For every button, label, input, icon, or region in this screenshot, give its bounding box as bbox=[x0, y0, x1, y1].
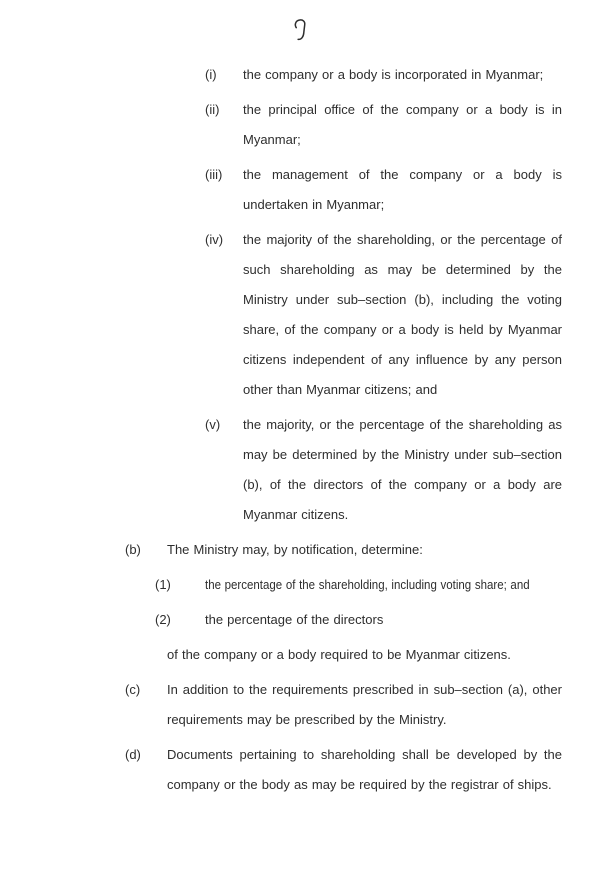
numbered-text bbox=[205, 570, 572, 600]
clause-item-v bbox=[205, 410, 562, 530]
numbered-item-1 bbox=[155, 570, 562, 600]
subsection-label: (b) bbox=[125, 542, 141, 557]
numbered-label: (1) bbox=[155, 577, 171, 592]
numbered-label: (2) bbox=[155, 612, 171, 627]
numbered-text-line: the percentage of the shareholding, including voting share; and bbox=[205, 577, 530, 592]
numbered-item-2 bbox=[155, 605, 562, 635]
clause-label: (v) bbox=[205, 417, 221, 432]
clause-text: the majority of the shareholding, or the percentage of such shareholding as may be determined by the Ministry under sub–section (b), including the voting share, of the company or a body is held by Myanmar citizens independent of any influence by any person other than Myanmar citizens; and bbox=[243, 232, 562, 397]
subsection-text: Documents pertaining to shareholding shall be developed by the company or the body as may be required by the registrar of ships. bbox=[167, 747, 562, 792]
subsection-c bbox=[125, 675, 562, 735]
clause-text: the management of the company or a body is undertaken in Myanmar; bbox=[243, 167, 562, 212]
subsection-label: (c) bbox=[125, 682, 141, 697]
subsection-b bbox=[125, 535, 562, 565]
page-header bbox=[0, 0, 600, 44]
clause-item-iii bbox=[205, 160, 562, 220]
clause-item-i bbox=[205, 60, 562, 90]
subsection-d bbox=[125, 740, 562, 800]
clause-label: (ii) bbox=[205, 102, 220, 117]
myanmar-digit-nine-page-number bbox=[293, 17, 308, 43]
subsection-text: The Ministry may, by notification, determine: bbox=[167, 542, 423, 557]
clause-label: (iii) bbox=[205, 167, 223, 182]
clause-item-ii bbox=[205, 95, 562, 155]
clause-text: the principal office of the company or a body is in Myanmar; bbox=[243, 102, 562, 147]
clause-item-iv bbox=[205, 225, 562, 405]
clause-text: the company or a body is incorporated in Myanmar; bbox=[243, 67, 544, 82]
clause-label: (iv) bbox=[205, 232, 224, 247]
numbered-text: the percentage of the directors bbox=[205, 612, 384, 627]
document-body bbox=[0, 60, 600, 800]
clause-text: the majority, or the percentage of the shareholding as may be determined by the Ministry under sub–section (b), of the directors of the company or a body are Myanmar citizens. bbox=[243, 417, 562, 522]
subsection-b-continuation: of the company or a body required to be Myanmar citizens. bbox=[167, 647, 511, 662]
subsection-text: In addition to the requirements prescribed in sub–section (a), other requirements may be prescribed by the Ministry. bbox=[167, 682, 562, 727]
subsection-label: (d) bbox=[125, 747, 141, 762]
clause-label: (i) bbox=[205, 67, 217, 82]
